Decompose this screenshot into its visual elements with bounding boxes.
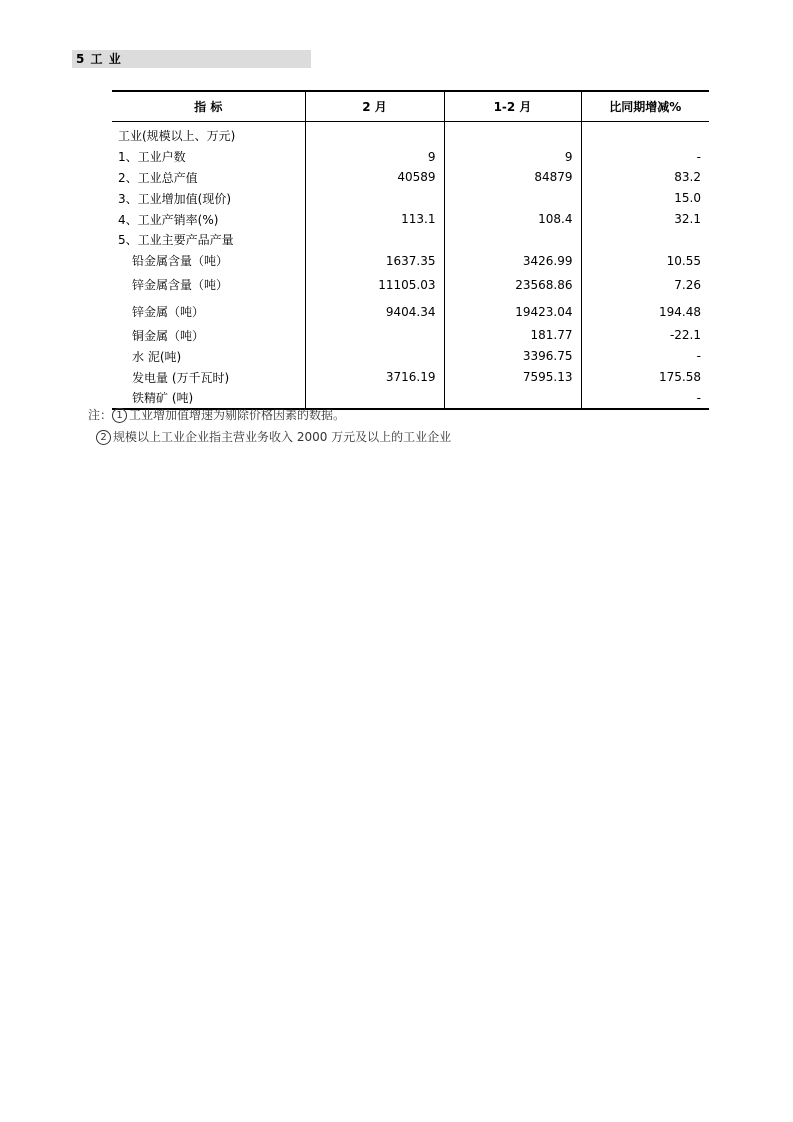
cell-yoy: 7.26 (581, 271, 709, 298)
table-row (112, 250, 709, 271)
footnote-2-text: 规模以上工业企业指主营业务收入 2000 万元及以上的工业企业 (113, 430, 452, 444)
row-label: 铜金属（吨） (132, 328, 205, 343)
cell-month (305, 121, 444, 146)
cell-month (305, 325, 444, 346)
table-row (112, 367, 709, 388)
cell-yoy: 83.2 (581, 167, 709, 188)
row-label: 铅金属含量（吨） (132, 254, 229, 269)
cell-yoy: 194.48 (581, 298, 709, 325)
row-label: 锌金属（吨） (132, 305, 205, 320)
cell-month: 113.1 (305, 209, 444, 230)
cell-cumulative: 9 (444, 146, 581, 167)
row-label: 锌金属含量（吨） (132, 278, 229, 293)
row-label: 3、工业增加值(现价) (118, 191, 231, 206)
row-label: 2、工业总产值 (118, 170, 198, 185)
cell-month (305, 346, 444, 367)
footnote-1 (88, 406, 345, 423)
cell-month: 9 (305, 146, 444, 167)
cell-yoy: - (581, 346, 709, 367)
cell-cumulative: 23568.86 (444, 271, 581, 298)
table-row (112, 121, 709, 146)
row-label: 4、工业产销率(%) (118, 212, 219, 227)
table-row (112, 325, 709, 346)
cell-cumulative: 108.4 (444, 209, 581, 230)
cell-month (305, 229, 444, 250)
cell-yoy: 10.55 (581, 250, 709, 271)
cell-cumulative: 19423.04 (444, 298, 581, 325)
cell-cumulative (444, 188, 581, 209)
cell-month: 9404.34 (305, 298, 444, 325)
cell-yoy: 32.1 (581, 209, 709, 230)
row-label: 水 泥(吨) (132, 349, 182, 364)
circled-number-2: 2 (96, 430, 111, 445)
table-row (112, 146, 709, 167)
cell-month: 40589 (305, 167, 444, 188)
header-indicator: 指 标 (112, 91, 305, 121)
industry-stats-table (112, 90, 709, 410)
cell-cumulative: 3396.75 (444, 346, 581, 367)
cell-month: 11105.03 (305, 271, 444, 298)
footnote-1-text: 工业增加值增速为剔除价格因素的数据。 (129, 408, 346, 422)
cell-yoy: -22.1 (581, 325, 709, 346)
cell-yoy (581, 229, 709, 250)
cell-yoy: - (581, 146, 709, 167)
table-row (112, 229, 709, 250)
header-month: 2 月 (305, 91, 444, 121)
table-row (112, 167, 709, 188)
cell-yoy (581, 121, 709, 146)
table-row (112, 209, 709, 230)
table-row (112, 346, 709, 367)
row-label: 发电量 (万千瓦时) (132, 370, 230, 385)
cell-cumulative: 3426.99 (444, 250, 581, 271)
row-label: 1、工业户数 (118, 150, 186, 165)
cell-yoy: - (581, 387, 709, 409)
cell-cumulative: 84879 (444, 167, 581, 188)
cell-cumulative (444, 229, 581, 250)
table-row (112, 298, 709, 325)
footnote-prefix: 注： (88, 408, 113, 422)
cell-month: 3716.19 (305, 367, 444, 388)
table-row (112, 188, 709, 209)
row-label: 铁精矿 (吨) (112, 387, 305, 409)
cell-yoy: 15.0 (581, 188, 709, 209)
header-yoy-change: 比同期增减% (581, 91, 709, 121)
cell-cumulative: 181.77 (444, 325, 581, 346)
cell-cumulative (444, 387, 581, 409)
cell-yoy: 175.58 (581, 367, 709, 388)
row-label: 工业(规模以上、万元) (118, 129, 236, 144)
section-title: 5 工 业 (72, 50, 311, 68)
cell-cumulative (444, 121, 581, 146)
cell-month (305, 188, 444, 209)
cell-month: 1637.35 (305, 250, 444, 271)
header-cumulative: 1-2 月 (444, 91, 581, 121)
table-row (112, 271, 709, 298)
footnote-2 (96, 428, 451, 445)
row-label: 5、工业主要产品产量 (118, 233, 234, 248)
cell-cumulative: 7595.13 (444, 367, 581, 388)
circled-number-1: 1 (112, 408, 127, 423)
table-header-row (112, 91, 709, 121)
